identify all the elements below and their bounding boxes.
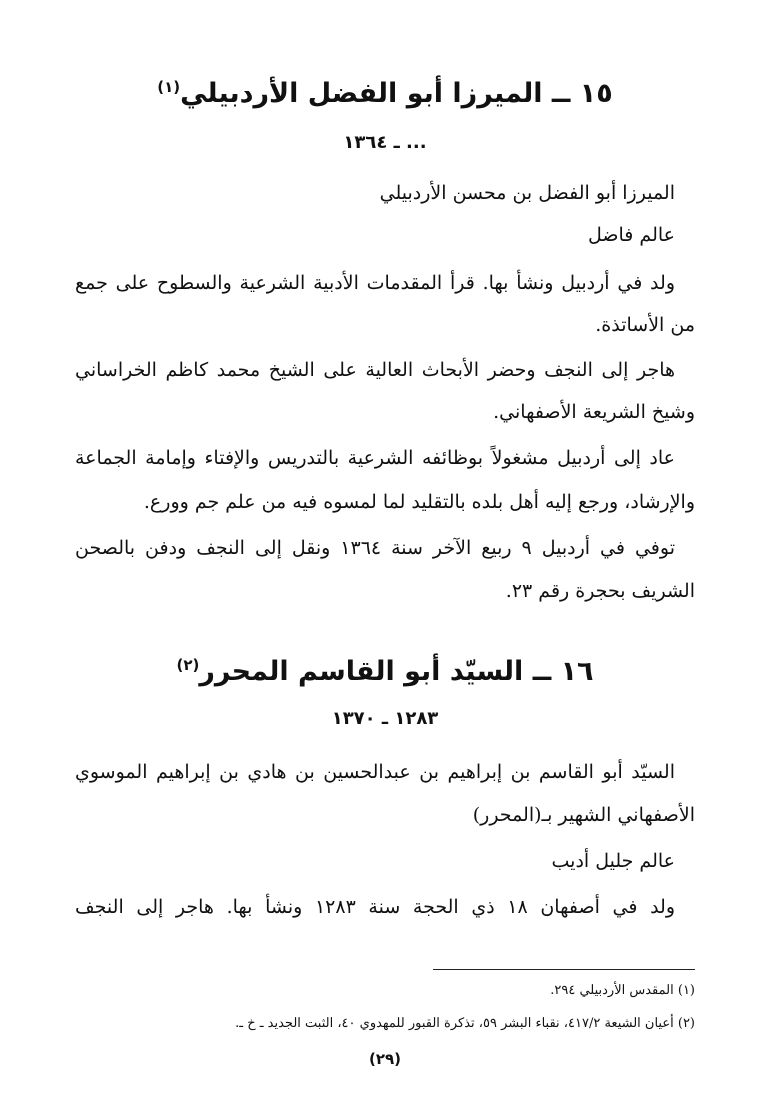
entry-15-line-8: والإرشاد، ورجع إليه أهل بلده بالتقليد لما لمسوه فيه من علم جم وورع. [143,491,695,513]
entry-16-line-4: ولد في أصفهان ١٨ ذي الحجة سنة ١٢٨٣ ونشأ بها. هاجر إلى النجف [75,896,676,918]
entry-16-title: ١٦ ــ السيّد أبو القاسم المحرر [199,656,594,687]
entry-15-line-3: ولد في أردبيل ونشأ بها. قرأ المقدمات الأدبية الشرعية والسطوح على جمع [75,272,675,294]
entry-15-line-7: عاد إلى أردبيل مشغولاً بوظائفه الشرعية بالتدريس والإفتاء وإمامة الجماعة [75,447,675,469]
entry-16-line-2: الأصفهاني الشهير بـ(المحرر) [472,804,695,826]
entry-16-line-1: السيّد أبو القاسم بن إبراهيم بن عبدالحسين بن هادي بن إبراهيم الموسوي [75,761,675,783]
entry-15-line-6: وشيخ الشريعة الأصفهاني. [493,401,695,423]
footnote-ref-1: (١) [157,78,181,96]
entry-16-heading [60,656,710,687]
entry-15-line-1: الميرزا أبو الفضل بن محسن الأردبيلي [379,182,675,204]
entry-15-line-10: الشريف بحجرة رقم ٢٣. [505,580,695,602]
entry-16-line-3: عالم جليل أديب [551,850,675,872]
entry-15-heading [60,78,710,109]
entry-16-dates: ١٢٨٣ ـ ١٣٧٠ [331,708,439,729]
entry-15-line-2: عالم فاضل [588,224,675,246]
page-number: (٢٩) [368,1050,402,1068]
entry-15-dates: ... ـ ١٣٦٤ [343,132,427,153]
entry-15-title: ١٥ ــ الميرزا أبو الفضل الأردبيلي [180,78,613,109]
entry-15-line-4: من الأساتذة. [595,314,695,336]
footnote-ref-2: (٢) [176,656,200,674]
footnote-2: (٢) أعيان الشيعة ٤١٧/٢، نقباء البشر ٥٩، تذكرة القبور للمهدوي ٤٠، الثبت الجديد ـ خ ـ. [235,1016,695,1031]
entry-15-line-9: توفي في أردبيل ٩ ربيع الآخر سنة ١٣٦٤ ونقل إلى النجف ودفن بالصحن [75,537,675,559]
entry-15-line-5: هاجر إلى النجف وحضر الأبحاث العالية على الشيخ محمد كاظم الخراساني [75,359,675,381]
footnote-1: (١) المقدس الأردبيلي ٢٩٤. [550,983,695,998]
footnote-separator [433,969,695,970]
